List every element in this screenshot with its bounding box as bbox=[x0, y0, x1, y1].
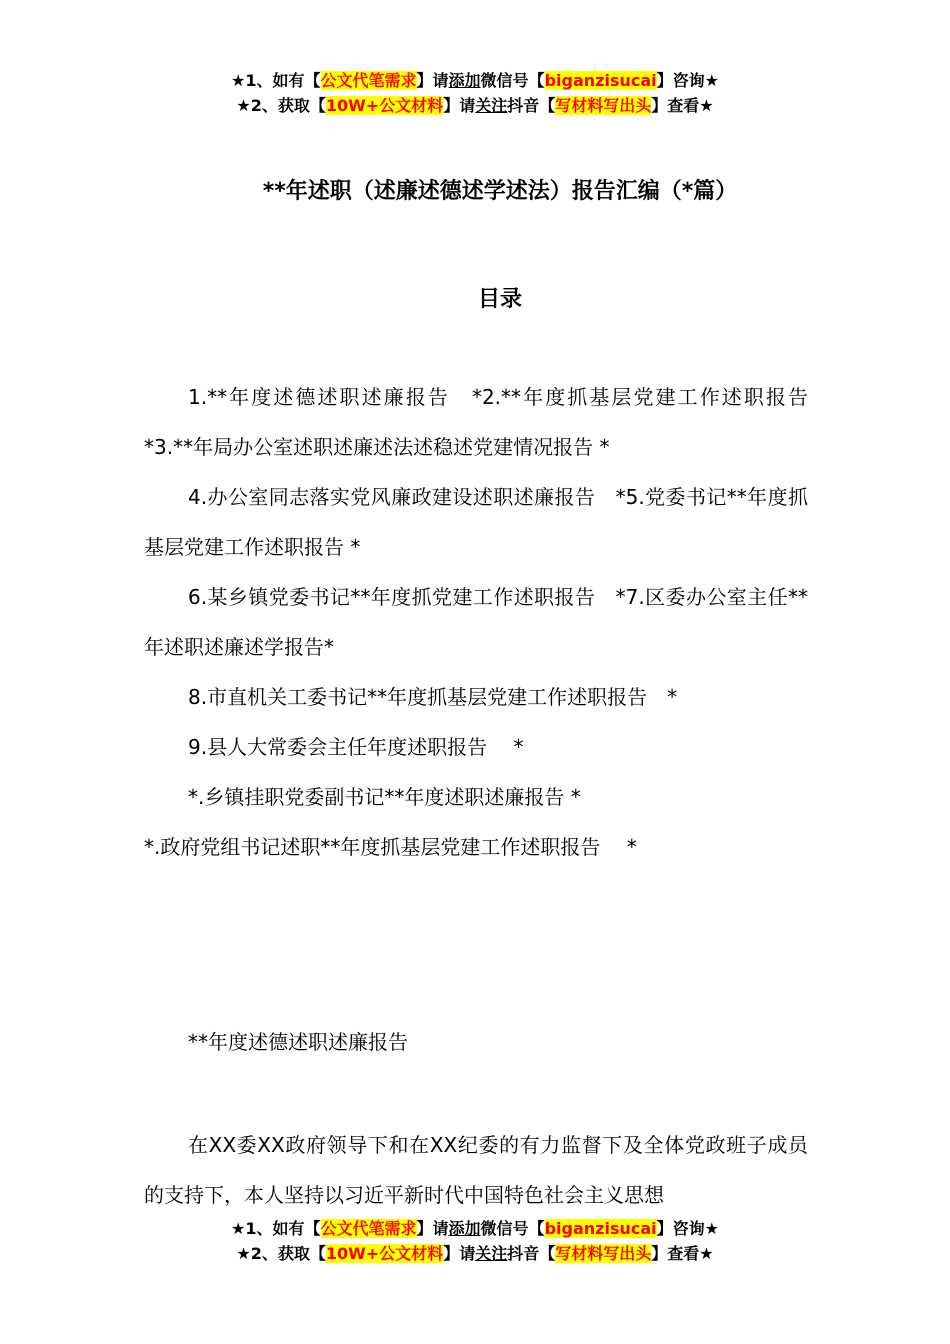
toc-paragraph: 8.市直机关工委书记**年度抓基层党建工作述职报告 * bbox=[188, 685, 678, 709]
toc-paragraph: 9.县人大常委会主任年度述职报告 * bbox=[188, 735, 524, 759]
header-ad-line-2: ★2、获取【10W+公文材料】请关注抖音【写材料写出头】查看★ bbox=[236, 96, 714, 115]
toc-paragraph: 6.某乡镇党委书记**年度抓党建工作述职报告 *7.区委办公室主任**年述职述廉述学报告* bbox=[144, 585, 808, 659]
ad-highlight-materials: 10W+公文材料 bbox=[325, 1244, 444, 1263]
section-title: **年度述德述职述廉报告 bbox=[188, 1030, 408, 1054]
toc-paragraph: *.乡镇挂职党委副书记**年度述职述廉报告 * bbox=[188, 785, 581, 809]
toc-paragraph: 1.**年度述德述职述廉报告 *2.**年度抓基层党建工作述职报告 *3.**年局办公室述职述廉述法述稳述党建情况报告 * bbox=[144, 385, 808, 459]
ad-highlight-service: 公文代笔需求 bbox=[320, 1219, 417, 1238]
ad-highlight-materials: 10W+公文材料 bbox=[325, 96, 444, 115]
ad-wechat-id: biganzisucai bbox=[544, 71, 657, 90]
footer-ad-line-2: ★2、获取【10W+公文材料】请关注抖音【写材料写出头】查看★ bbox=[236, 1244, 714, 1263]
body-text bbox=[144, 1120, 808, 1220]
document-title: **年述职（述廉述德述学述法）报告汇编（*篇） bbox=[262, 179, 738, 204]
ad-wechat-id: biganzisucai bbox=[544, 1219, 657, 1238]
footer-ad-line-1: ★1、如有【公文代笔需求】请添加微信号【biganzisucai】咨询★ bbox=[231, 1219, 719, 1238]
toc-paragraph: 4.办公室同志落实党风廉政建设述职述廉报告 *5.党委书记**年度抓基层党建工作述职报告 * bbox=[144, 485, 808, 559]
table-of-contents bbox=[144, 372, 808, 872]
toc-paragraph: *.政府党组书记述职**年度抓基层党建工作述职报告 * bbox=[144, 835, 637, 859]
ad-douyin-account: 写材料写出头 bbox=[555, 1244, 652, 1263]
header-ad-line-1: ★1、如有【公文代笔需求】请添加微信号【biganzisucai】咨询★ bbox=[231, 71, 719, 90]
body-paragraph: 在XX委XX政府领导下和在XX纪委的有力监督下及全体党政班子成员的支持下，本人坚持以习近平新时代中国特色社会主义思想 bbox=[144, 1133, 808, 1207]
toc-heading: 目录 bbox=[477, 287, 522, 312]
ad-highlight-service: 公文代笔需求 bbox=[320, 71, 417, 90]
ad-douyin-account: 写材料写出头 bbox=[555, 96, 652, 115]
